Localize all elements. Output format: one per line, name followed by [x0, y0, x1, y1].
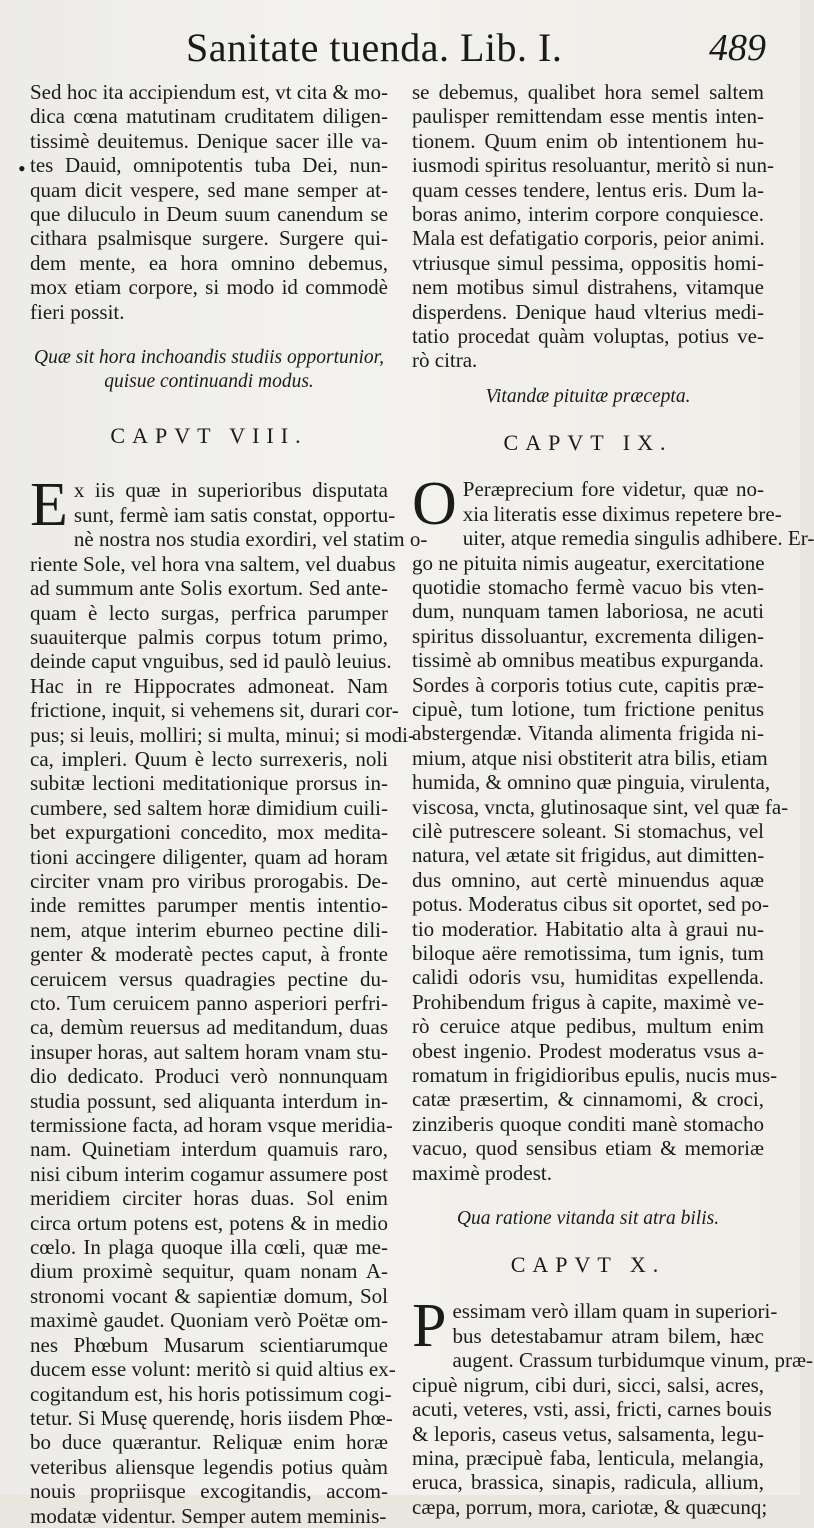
text-line: Peræprecium fore videtur, quæ no-	[462, 477, 764, 502]
text-line: suauiterque palmis corpus totum primo,	[30, 624, 388, 649]
text-line: quam cesses tendere, lentus eris. Dum la-	[412, 177, 764, 202]
text-line: meridiem circiter horas duas. Sol enim	[30, 1186, 388, 1211]
text-line: tio moderatior. Habitatio alta à graui nu-	[412, 916, 764, 941]
text-line: cipuè, tum lotione, tum frictione penitus	[412, 696, 764, 721]
text-line: nem motibus simul distrahens, vitamque	[412, 275, 764, 300]
text-line: cœlo. In plaga quoque illa cœli, quæ me-	[30, 1235, 388, 1260]
text-line: vtriusque simul pessima, oppositis homi-	[412, 250, 764, 275]
text-line: se debemus, qualibet hora semel saltem	[412, 80, 764, 104]
text-line: fieri possit.	[30, 299, 125, 324]
text-line: cipuè nigrum, cibi duri, sicci, salsi, acres,	[412, 1372, 764, 1397]
text-line: cæpa, porrum, mora, cariotæ, & quæcunq;	[412, 1494, 768, 1519]
text-line: vacuo, quod sensibus etiam & memoriæ	[412, 1136, 764, 1161]
text-line: termissione facta, ad horam vsque meridia-	[30, 1113, 393, 1138]
text-line: uiter, atque remedia singulis adhibere. Er-	[462, 526, 814, 551]
running-head	[0, 14, 800, 74]
text-line: genter & moderatè pectes caput, à fronte	[30, 942, 388, 967]
drop-cap-letter: P	[412, 1292, 447, 1361]
text-line: riente Sole, vel hora vna saltem, vel duabus	[30, 551, 396, 576]
text-line: circa ortum potens est, potens & in medio	[30, 1210, 388, 1235]
text-line: potus. Moderatus cibus sit oportet, sed po-	[412, 892, 769, 917]
text-line: cumbere, sed saltem horæ dimidium cuili-	[30, 795, 388, 820]
rubric-line: quisue continuandi modus.	[104, 371, 314, 393]
text-line: nouis propriisque excogitandis, accom-	[30, 1479, 388, 1504]
text-line: obest ingenio. Prodest moderatus vsus a-	[412, 1038, 764, 1063]
text-line: tissimè deuitemus. Denique sacer ille va-	[30, 128, 388, 153]
text-line: romatum in frigidioribus epulis, nucis mus-	[412, 1063, 778, 1088]
text-line: ad summum ante Solis exortum. Sed ante-	[30, 576, 388, 601]
text-line: nè nostra nos studia exordiri, vel statim o-	[73, 527, 428, 552]
text-line: & leporis, caseus vetus, salsamenta, legu-	[412, 1421, 764, 1446]
text-line: cithara psalmisque surgere. Surgere qui-	[30, 226, 388, 251]
text-line: dus omnino, aut certè minuendus aquæ	[412, 867, 764, 892]
text-line: stronomi vocant & sapientiæ domum, Sol	[30, 1283, 388, 1308]
text-line: que diluculo in Deum suum canendum se	[30, 202, 388, 227]
text-line: insuper horas, aut saltem horam vnam stu-	[30, 1039, 388, 1064]
text-line: go ne pituita nimis augeatur, exercitatione	[412, 550, 765, 575]
text-line: quotidie stomacho fermè vacuo bis vten-	[412, 574, 764, 599]
text-line: rò citra.	[412, 348, 478, 373]
text-line: acuti, veteres, vsti, assi, fricti, carnes bouis	[412, 1397, 772, 1422]
text-line: bus detestabamur atram bilem, hæc	[452, 1323, 764, 1348]
text-line: natura, vel ætate sit frigidus, aut dimitten-	[412, 843, 765, 868]
text-line: bet expurgationi concedito, mox medita-	[30, 820, 388, 845]
text-line: quam è lecto surgas, perfrica parumper	[30, 600, 388, 625]
text-line: maximè gaudet. Quoniam verò Poëtæ om-	[30, 1308, 388, 1333]
text-line: circiter vnam pro viribus prorogabis. De-	[30, 868, 388, 893]
text-line: dum, nunquam tamen laboriosa, ne acuti	[412, 599, 764, 624]
text-line: studia possunt, sed aliquanta interdum in-	[30, 1088, 388, 1113]
text-line: rò ceruice atque pedibus, multum enim	[412, 1014, 764, 1039]
text-line: catæ præsertim, & cinnamomi, & croci,	[412, 1087, 764, 1112]
left-paragraph-intro	[30, 80, 388, 324]
text-line: dem mente, ea hora omnino debemus,	[30, 250, 388, 275]
text-line: ca, demùm reuersus ad meditandum, duas	[30, 1015, 388, 1040]
text-line: disperdens. Denique haud vlterius medi-	[412, 299, 764, 324]
text-line: tioni accingere diligenter, quam ad horam	[30, 844, 388, 869]
text-line: Hac in re Hippocrates admoneat. Nam	[30, 673, 388, 698]
text-line: frictione, inquit, si vehemens sit, durari cor-	[30, 698, 399, 723]
text-line: paulisper remittendam esse mentis inten-	[412, 104, 764, 129]
text-line: humida, & omnino quæ pinguia, virulenta,	[412, 770, 771, 795]
text-line: cto. Tum ceruicem panno asperiori perfri-	[30, 991, 388, 1015]
text-line: deinde caput vnguibus, sed id paulò leuius.	[30, 649, 392, 674]
text-line: sunt, fermè iam satis constat, opportu-	[73, 502, 396, 527]
text-line: dio dedicato. Produci verò nonnunquam	[30, 1064, 388, 1089]
chapter-heading-8: CAPVT VIII.	[110, 423, 308, 449]
rubric-chapter-8	[30, 346, 388, 394]
text-line: essimam verò illam quam in superiori-	[452, 1299, 778, 1324]
margin-mark: •	[18, 156, 26, 181]
page-number: 489	[709, 27, 766, 69]
text-line: mium, atque nisi obstiterit atra bilis, etiam	[412, 745, 768, 770]
text-line: mox etiam corpore, si modo id commodè	[30, 275, 388, 300]
chapter-8-text	[30, 471, 428, 1528]
text-line: Prohibendum frigus à capite, maximè ve-	[412, 989, 764, 1014]
text-line: tetur. Si Musę querendę, horis iisdem Phœ-	[30, 1405, 393, 1430]
text-line: x iis quæ in superioribus disputata	[73, 478, 388, 503]
drop-cap-letter: O	[412, 470, 457, 539]
text-line: tissimè ab omnibus meatibus expurganda.	[412, 648, 764, 673]
running-title: Sanitate tuenda. Lib. I.	[186, 25, 563, 70]
text-line: Sordes à corporis totius cute, capitis præ-	[412, 672, 764, 697]
text-line: biloque aëre remotissima, tum ignis, tum	[412, 941, 764, 965]
chapter-heading-9: CAPVT IX.	[503, 429, 673, 455]
text-line: ceruicem versus quadragies pectine du-	[30, 966, 388, 991]
text-line: nam. Quinetiam interdum quamuis raro,	[30, 1137, 388, 1162]
text-line: inde remittes parumper mentis intentio-	[30, 893, 388, 918]
text-line: subitæ lectioni meditationique prorsus in-	[30, 771, 388, 796]
text-line: dica cœna matutinam cruditatem diligen-	[30, 104, 388, 129]
text-line: cogitandum est, his horis potissimum cogi-	[30, 1381, 392, 1406]
text-line: tatio procedat quàm voluptas, potius ve-	[412, 324, 764, 349]
text-line: iusmodi spiritus resoluantur, meritò si nun-	[412, 153, 774, 178]
rubric-chapter-9: Vitandæ pituitæ præcepta.	[485, 385, 691, 407]
text-line: nem, atque interim eburneo pectine dili-	[30, 917, 388, 942]
drop-cap-letter: E	[30, 471, 68, 540]
text-line: maximè prodest.	[412, 1160, 552, 1185]
chapter-heading-10: CAPVT X.	[510, 1252, 666, 1278]
text-line: eruca, brassica, sinapis, radicula, allium,	[412, 1470, 764, 1495]
text-line: viscosa, vncta, glutinosaque sint, vel quæ fa-	[412, 794, 789, 819]
text-line: ducem esse volunt: meritò si quid altius ex-	[30, 1357, 396, 1382]
chapter-9-text	[412, 470, 814, 1185]
rubric-chapter-10: Qua ratione vitanda sit atra bilis.	[456, 1208, 720, 1230]
text-line: boras animo, interim corpore conquiesce.	[412, 202, 764, 227]
text-line: abstergendæ. Vitanda alimenta frigida ni-	[412, 721, 764, 746]
text-line: Mala est defatigatio corporis, peior animi.	[412, 226, 765, 251]
text-line: pus; si leuis, molliri; si multa, minui; si modi-	[30, 722, 416, 747]
text-line: ca, impleri. Quum è lecto surrexeris, noli	[30, 746, 388, 771]
text-line: bo duce quærantur. Reliquæ enim horæ	[30, 1430, 388, 1455]
text-line: spiritus dissoluantur, excrementa diligen-	[412, 623, 764, 648]
text-line: Sed hoc ita accipiendum est, vt cita & mo-	[30, 80, 388, 104]
text-line: augent. Crassum turbidumque vinum, præ-	[452, 1348, 813, 1373]
text-line: zinziberis quoque conditi manè stomacho	[412, 1111, 764, 1136]
text-line: tes Dauid, omnipotentis tuba Dei, nun-	[30, 153, 388, 178]
right-paragraph-continued	[412, 80, 774, 373]
right-column	[412, 80, 814, 1519]
text-line: calidi odoris vsu, humiditas expellenda.	[412, 965, 764, 990]
left-column	[30, 80, 428, 1528]
text-line: quam dicit vespere, sed mane semper at-	[30, 177, 388, 202]
text-line: cilè putrescere soleant. Si stomachus, vel	[412, 818, 764, 843]
text-line: dium proximè sequitur, quam nonam A-	[30, 1259, 388, 1284]
text-line: xia literatis esse diximus repetere bre-	[462, 501, 782, 526]
text-line: nes Phœbum Musarum scientiarumque	[30, 1332, 388, 1357]
text-line: tionem. Quum enim ob intentionem hu-	[412, 128, 764, 153]
chapter-10-text	[412, 1292, 813, 1519]
rubric-line: Quæ sit hora inchoandis studiis opportunior,	[34, 347, 384, 369]
text-line: modatæ videntur. Semper autem meminis-	[30, 1503, 387, 1528]
text-line: mina, præcipuè faba, lenticula, melangia,	[412, 1445, 764, 1470]
text-line: veteribus aliensque legendis potius quàm	[30, 1454, 388, 1479]
text-line: nisi cibum interim cogamur assumere post	[30, 1161, 388, 1186]
